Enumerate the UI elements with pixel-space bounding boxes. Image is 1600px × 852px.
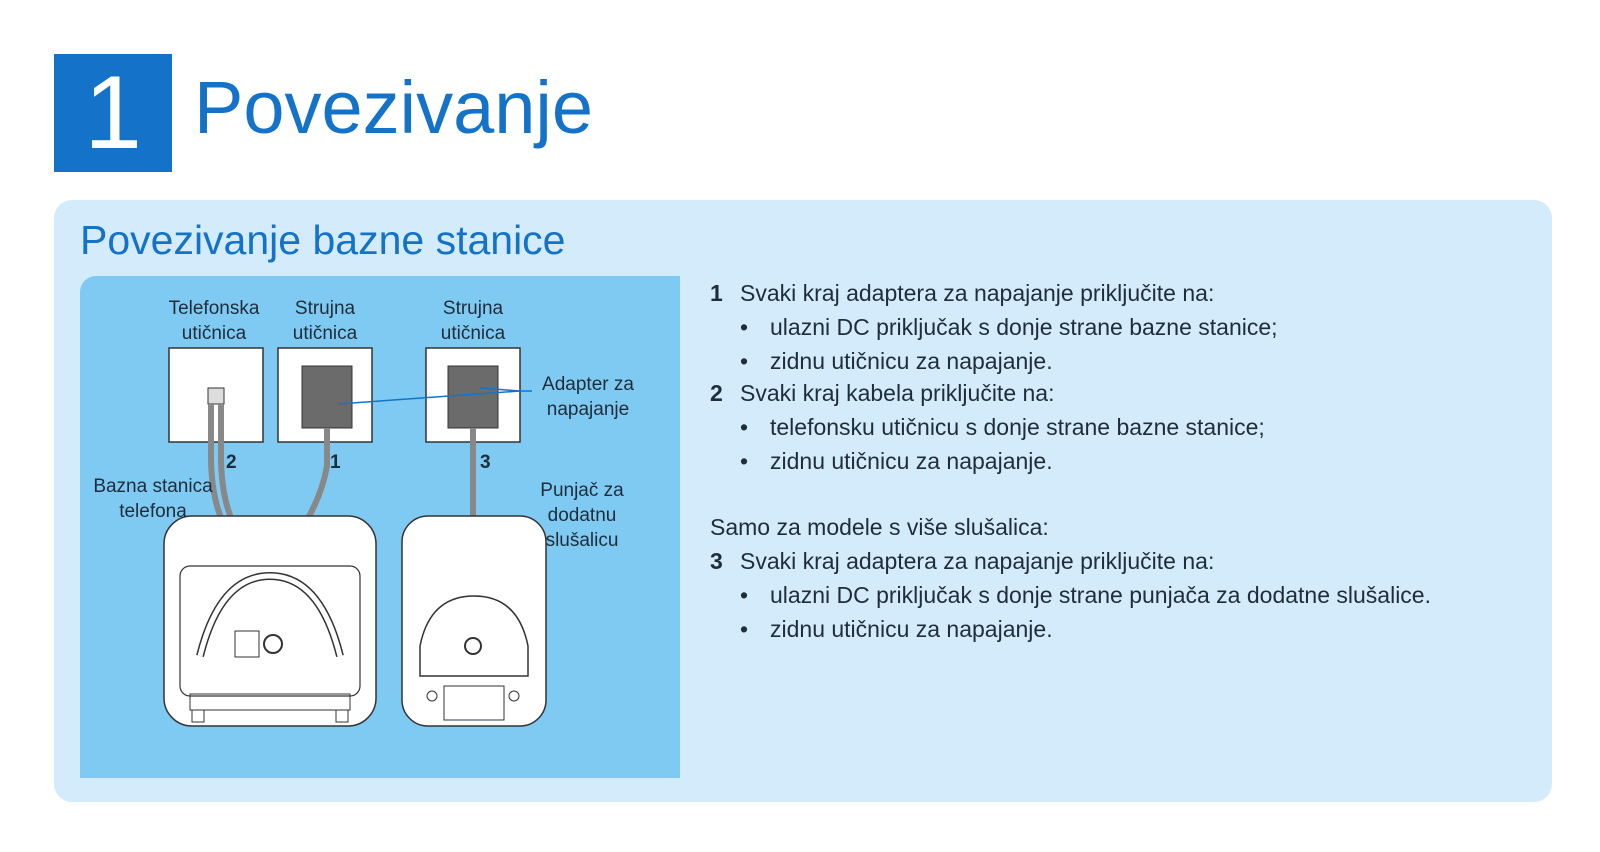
label-power-socket-1: Strujna utičnica — [292, 298, 358, 344]
connection-diagram — [80, 276, 680, 778]
label-adapter: Adapter za napajanje — [542, 374, 634, 420]
step-1-bullet-2: • zidnu utičnicu za napajanje. — [740, 348, 1053, 374]
step-3-bullet-1: • ulazni DC priključak s donje strane punjača za dodatne slušalice. — [740, 582, 1431, 608]
step-1: 1 Svaki kraj adaptera za napajanje priključite na: — [710, 280, 1215, 306]
callout-2: 2 — [226, 452, 237, 473]
step-3: 3 Svaki kraj adaptera za napajanje priključite na: — [710, 548, 1215, 574]
chapter-title: Povezivanje — [194, 66, 594, 149]
step-2-bullet-1: • telefonsku utičnicu s donje strane bazne stanice; — [740, 414, 1265, 440]
step-2: 2 Svaki kraj kabela priključite na: — [710, 380, 1055, 406]
charger — [402, 516, 546, 726]
callout-3: 3 — [480, 452, 491, 473]
label-phone-socket: Telefonska utičnica — [168, 298, 260, 344]
step-2-bullet-2: • zidnu utičnicu za napajanje. — [740, 448, 1053, 474]
multi-handset-note: Samo za modele s više slušalica: — [710, 514, 1049, 540]
label-charger: Punjač za dodatnu slušalicu — [540, 480, 624, 551]
phone-plug — [208, 388, 224, 404]
adapter-2 — [448, 366, 498, 428]
label-base-station: Bazna stanica telefona — [93, 476, 213, 522]
label-power-socket-2: Strujna utičnica — [440, 298, 506, 344]
adapter-1 — [302, 366, 352, 428]
callout-1: 1 — [330, 452, 341, 473]
chapter-number: 1 — [54, 54, 172, 172]
step-1-bullet-1: • ulazni DC priključak s donje strane bazne stanice; — [740, 314, 1278, 340]
section-title: Povezivanje bazne stanice — [80, 217, 566, 263]
step-3-bullet-2: • zidnu utičnicu za napajanje. — [740, 616, 1053, 642]
